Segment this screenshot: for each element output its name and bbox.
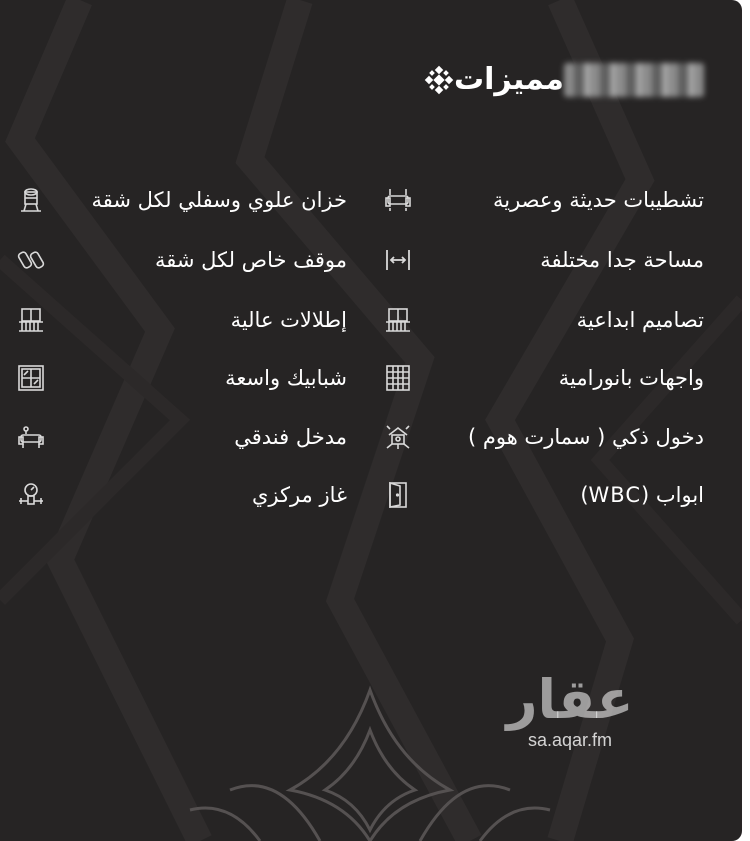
feature-label: إطلالات عالية: [230, 308, 347, 332]
page-edge: [742, 0, 750, 841]
feature-item: [17, 186, 347, 214]
smart-home-icon: [384, 423, 412, 451]
gas-meter-icon: [17, 481, 45, 509]
feature-item: [384, 423, 704, 451]
ornament-star-icon: [424, 65, 454, 95]
aqar-watermark: [505, 668, 635, 751]
feature-label: غاز مركزي: [251, 483, 347, 507]
feature-item: [384, 481, 704, 509]
feature-item: [17, 423, 347, 451]
feature-label: تصاميم ابداعية: [576, 308, 704, 332]
balcony-icon: [384, 306, 412, 334]
feature-label: تشطيبات حديثة وعصرية: [492, 188, 704, 212]
feature-label: شبابيك واسعة: [225, 366, 347, 390]
window-icon: [17, 364, 45, 392]
car-parking-icon: [17, 246, 45, 274]
feature-label: موقف خاص لكل شقة: [154, 248, 347, 272]
feature-label: خزان علوي وسفلي لكل شقة: [91, 188, 347, 212]
feature-label: مساحة جدا مختلفة: [540, 248, 704, 272]
feature-label: دخول ذكي ( سمارت هوم ): [467, 425, 704, 449]
section-title: مميزات: [453, 62, 564, 97]
feature-item: [384, 364, 704, 392]
building-facade-icon: [384, 364, 412, 392]
feature-item: [384, 246, 704, 274]
section-header: [408, 62, 710, 97]
water-tank-icon: [17, 186, 45, 214]
width-arrows-icon: [384, 246, 412, 274]
feature-item: [17, 364, 347, 392]
feature-item: [17, 246, 347, 274]
feature-item: [17, 306, 347, 334]
watermark-url: sa.aqar.fm: [527, 730, 613, 750]
sofa-icon: [384, 186, 412, 214]
feature-item: [384, 306, 704, 334]
feature-item: [17, 481, 347, 509]
feature-label: مدخل فندقي: [234, 425, 347, 449]
feature-label: ابواب (WBC): [580, 483, 704, 507]
feature-label: واجهات بانورامية: [558, 366, 704, 390]
redacted-name: [564, 63, 704, 97]
balcony-icon: [17, 306, 45, 334]
door-icon: [384, 481, 412, 509]
feature-item: [384, 186, 704, 214]
lobby-sofa-icon: [17, 423, 45, 451]
watermark-logo: عقار: [506, 668, 634, 731]
